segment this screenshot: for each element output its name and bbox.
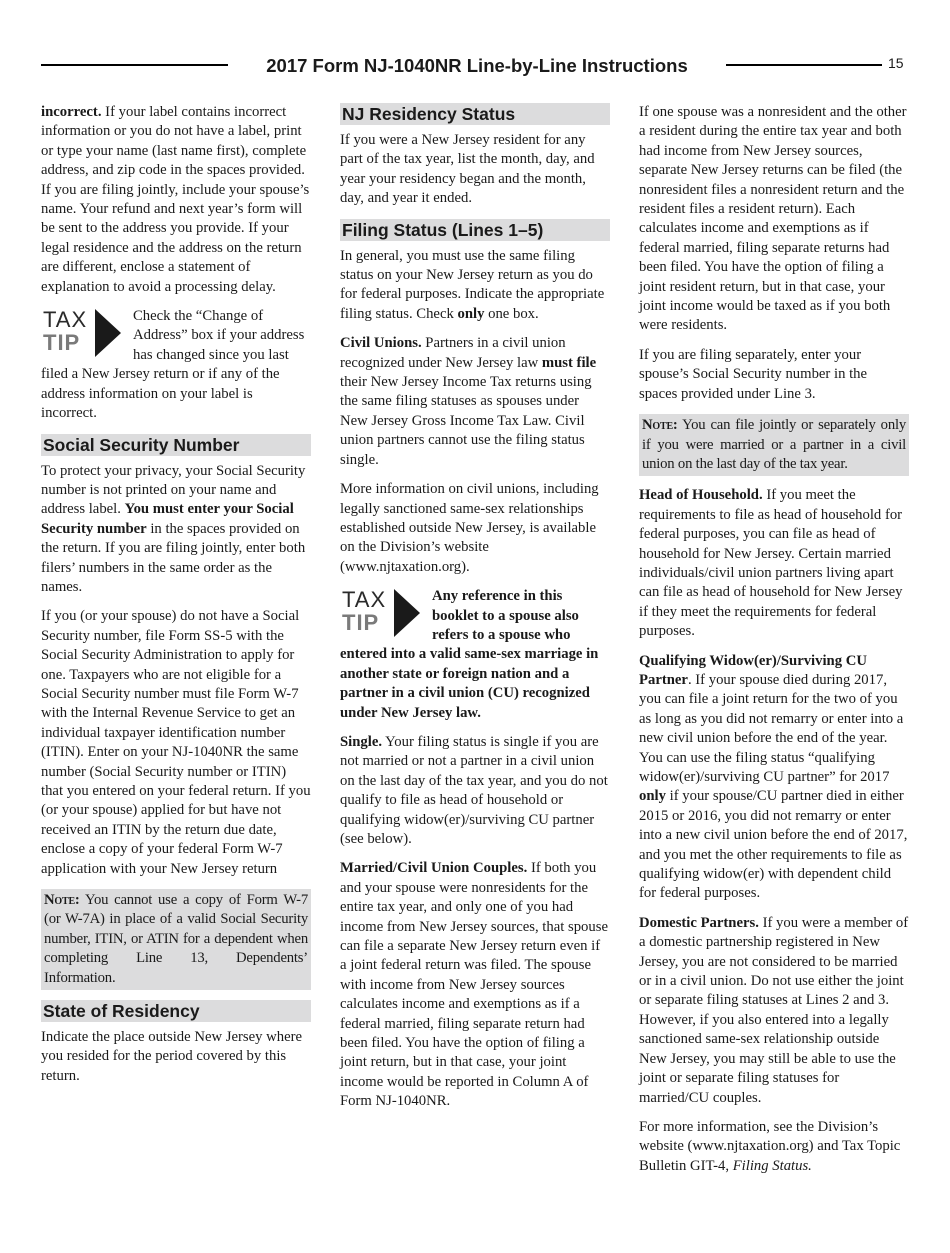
domestic-partners-paragraph: Domestic Partners. If you were a member of a domestic partnership registered in New Jersey, you are not considered to be married or in a civil union. Do not use either the joint or separate filing statuses at Lines 2 and 3. However, if you also entered into a legally sanctioned same-sex relationship outside New Jersey, you may still be able to use the joint or separate filing statuses for married/CU couples. [639,914,909,1106]
header-rule-right [726,64,882,66]
header-rule-left [41,64,228,66]
section-heading-ssn: Social Security Number [41,434,311,456]
section-heading-nj-residency: NJ Residency Status [340,103,610,125]
tax-tip-arrow-icon [95,307,125,359]
column-2 [340,103,610,1122]
address-paragraph: incorrect. If your label contains incorrect information or you do not have a label, print or type your name (last name first), complete address, and zip code in the spaces provided. If you are filing jointly, include your spouse’s name. Your refund and next year’s form will be sent to the address you provide. If your legal residence and the address on the return are different, enclose a statement of explanation to avoid a processing delay. [41,104,310,295]
ssn-paragraph-1: To protect your privacy, your Social Security number is not printed on your name and address label. You must enter your Social Security number in the spaces provided on the return. If you are filing jointly, enter both filers’ numbers in the same order as the names. [41,462,306,595]
head-of-household-paragraph: Head of Household. If you meet the requirements to file as head of household for federal purposes, you can file as head of household for New Jersey. Certain married individuals/civil union partners living apart can file as head of household for New Jersey if they meet the requirements for federal purposes. [639,487,903,640]
tax-tip-logo: TAX TIP [41,307,129,359]
tax-tip-arrow-icon [394,587,424,639]
tax-tip-logo: TAX TIP [340,587,428,639]
separate-returns-paragraph: If one spouse was a nonresident and the other a resident during the entire tax year and both had income from New Jersey sources, separate New Jersey returns can be filed (the nonresident files a nonresident return and the resident files a resident return). Each calculates income and exemptions as if federal married, filing separate returns had been filed. You have the option of filing a joint resident return, but in that case, your joint income would be taxed as if you both were residents. [639,104,907,334]
civil-unions-paragraph: Civil Unions. Partners in a civil union recognized under New Jersey law must file their New Jersey Income Tax returns using the same filing statuses as spouses under New Jersey Gross Income Tax Law. Civil union partners cannot use the filing status single. [340,335,597,468]
state-residency-paragraph: Indicate the place outside New Jersey where you resided for the period covered by this return. [41,1029,302,1084]
column-1 [41,103,311,1096]
filing-separately-paragraph: If you are filing separately, enter your spouse’s Social Security number in the spaces provided under Line 3. [639,346,868,402]
tax-tip-spouse: TAX TIP Any reference in this booklet to a spouse also refers to a spouse who entered into a valid same-sex marriage in another state or foreign nation and a partner in a civil union (CU) recognized under New Jersey law. [340,587,599,721]
more-information-paragraph: For more information, see the Division’s website (www.njtaxation.org) and Tax Topic Bulletin GIT-4, Filing Status. [639,1118,901,1174]
note-box-jointly: Note: You can file jointly or separately only if you were married or a partner in a civil union on the last day of the tax year. [639,414,909,476]
page-number: 15 [888,55,904,71]
tax-tip-address: TAX TIP Check the “Change of Address” box if your address has changed since you last filed a New Jersey return or if any of the address information on your label is incorrect. [41,307,305,422]
single-paragraph: Single. Your filing status is single if you are not married or not a partner in a civil union on the last day of the tax year, and you do not qualify to file as head of household or qualifying widow(er)/surviving CU partner (see below). [340,733,608,847]
column-3 [639,103,909,1186]
qualifying-widow-paragraph: Qualifying Widow(er)/Surviving CU Partner. If your spouse died during 2017, you can file a joint return for the two of you as long as you did not remarry or enter into a new civil union before the end of the year. You can use the filing status “qualifying widow(er)/surviving CU partner” for 2017 only if your spouse/CU partner died in either 2015 or 2016, you did not remarry or enter into a new civil union before the end of 2017, and you met the other requirements to file as qualifying widow(er) with dependent child for federal purposes. [639,652,908,902]
section-heading-filing-status: Filing Status (Lines 1–5) [340,219,610,241]
ssn-paragraph-2: If you (or your spouse) do not have a Social Security number, file Form SS-5 with the Social Security Administration to apply for one. Taxpayers who are not eligible for a Social Security number must file Form W-7 with the Internal Revenue Service to get an individual taxpayer identification number (ITIN). Enter on your NJ-1040NR the same number (Social Security number or ITIN) that you entered on your federal return. If you (or your spouse) applied for but have not received an ITIN by the return due date, enclose a copy of your federal Form W-7 application with your New Jersey return [41,608,311,877]
section-heading-state-residency: State of Residency [41,1000,311,1022]
nj-residency-paragraph: If you were a New Jersey resident for any part of the tax year, list the month, day, and year your residency began and the month, day, and year it ended. [340,132,595,207]
page-title: 2017 Form NJ-1040NR Line-by-Line Instructions [266,55,688,76]
note-box-w7: Note: You cannot use a copy of Form W-7 (or W-7A) in place of a valid Social Security number, ITIN, or ATIN for a dependent when completing Line 13, Dependents’ Information. [41,889,311,990]
filing-status-paragraph: In general, you must use the same filing status on your New Jersey return as you do for federal purposes. Indicate the appropriate filing status. Check only one box. [340,247,605,322]
civil-unions-more-info: More information on civil unions, including legally sanctioned same-sex relationships established outside New Jersey, is available on the Division’s website (www.njtaxation.org). [340,481,599,575]
married-paragraph: Married/Civil Union Couples. If both you and your spouse were nonresidents for the entire tax year, and only one of you had income from New Jersey sources, that spouse can file a separate New Jersey return even if a joint federal return was filed. The spouse with income from New Jersey sources calculates income and exemptions as if a federal married, filing separate return had been filed. You have the option of filing a joint return, but in that case, your joint income would be reported in Column A of Form NJ-1040NR. [340,860,608,1110]
